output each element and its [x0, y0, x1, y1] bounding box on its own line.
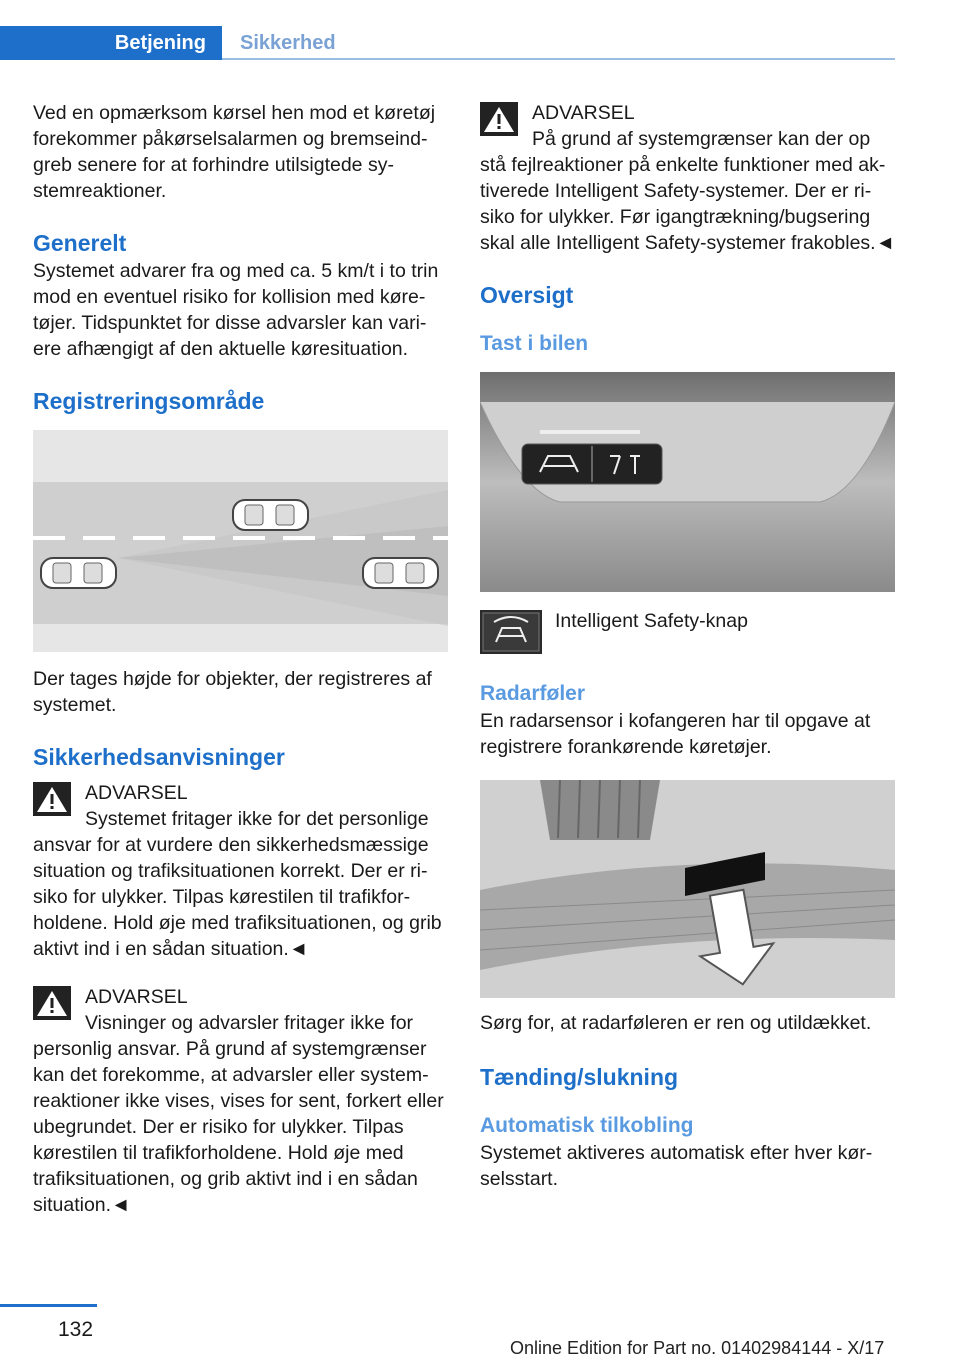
intro-paragraph: Ved en opmærksom kørsel hen mod et køretøj forekommer påkørselsalarmen og bremseindgreb senere for at forhindre utilsigtede systemreaktioner. [33, 102, 436, 202]
car-own-icon [41, 558, 116, 588]
radar-sensor-illustration [480, 780, 895, 998]
button-photo-figure [480, 372, 895, 592]
heading-oversigt: Oversigt [480, 282, 574, 308]
warning-text: personlig ansvar. På grund af systemgrænser kan det forekomme, at advarsler eller systemreaktioner ikke vises, vises for sent, forkert eller ubegrundet. Der er risiko for ulykker. Tilpas kørestilen til trafikforholdene. Hold øje med trafiksituationen, og grib aktivt ind i en sådan situation.◄ [33, 1038, 444, 1216]
left-column [33, 100, 448, 1218]
heading-automatisk-tilkobling: Automatisk tilkobling [480, 1114, 694, 1137]
button-panel-illustration [480, 372, 895, 592]
intelligent-safety-icon [480, 610, 542, 654]
warning-triangle-icon [33, 986, 71, 1020]
warning-text-first-line: På grund af systemgrænser kan der op [532, 128, 871, 150]
warning-block-2 [33, 984, 448, 1218]
edition-note: Online Edition for Part no. 01402984144 - X/17 [510, 1338, 885, 1358]
heading-taending-slukning: Tænding/slukning [480, 1064, 679, 1090]
chapter-tabs [0, 0, 895, 62]
warning-block-1 [33, 780, 448, 962]
radar-paragraph: En radarsensor i kofangeren har til opgave at registrere forankørende køretøjer. [480, 710, 871, 758]
warning-text-first-line: Visninger og advarsler fritager ikke for [85, 1012, 414, 1034]
page-number: 132 [58, 1318, 94, 1341]
button-legend [480, 608, 895, 654]
warning-triangle-icon [480, 102, 518, 136]
tab-sikkerhed[interactable]: Sikkerhed [240, 32, 336, 54]
heading-generelt: Generelt [33, 230, 127, 256]
auto-paragraph: Systemet aktiveres automatisk efter hver kørselsstart. [480, 1142, 873, 1190]
radar-photo-figure [480, 780, 895, 998]
warning-title: ADVARSEL [85, 782, 188, 804]
warning-block-3 [480, 100, 895, 256]
warning-triangle-icon [33, 782, 71, 816]
button-label: Intelligent Safety-knap [555, 610, 748, 632]
right-column [480, 100, 895, 1192]
tab-betjening[interactable]: Betjening [0, 26, 222, 60]
warning-title: ADVARSEL [85, 986, 188, 1008]
detection-area-figure [33, 430, 448, 652]
heading-registreringsomrade: Registreringsområde [33, 388, 265, 414]
figure-caption: Der tages højde for objekter, der registreres af systemet. [33, 668, 432, 716]
warning-text: stå fejlreaktioner på enkelte funktioner med aktiverede Intelligent Safety-systemer. Der er risiko for ulykker. Før igangtrækning/bugsering skal alle Intelligent Safety-systemer frakobles.◄ [480, 154, 895, 254]
detection-area-illustration [33, 430, 448, 652]
footer-accent-line [0, 1304, 97, 1307]
warning-text-first-line: Systemet fritager ikke for det personlige [85, 808, 429, 830]
warning-text: ansvar for at vurdere den sikkerhedsmæssige situation og trafiksituationen korrekt. Der er risiko for ulykker. Tilpas kørestilen til trafikforholdene. Hold øje med trafiksituationen, og grib aktivt ind i en sådan situation.◄ [33, 834, 442, 960]
heading-tast-i-bilen: Tast i bilen [480, 332, 589, 355]
warning-title: ADVARSEL [532, 102, 635, 124]
car-ahead-icon [363, 558, 438, 588]
heading-sikkerhedsanvisninger: Sikkerhedsanvisninger [33, 744, 285, 770]
radar-caption: Sørg for, at radarføleren er ren og utildækket. [480, 1012, 872, 1034]
car-front-icon [233, 500, 308, 530]
heading-radarfoler: Radarføler [480, 682, 586, 705]
generelt-paragraph: Systemet advarer fra og med ca. 5 km/t i to trin mod en eventuel risiko for kollision med køretøjer. Tidspunktet for disse advarsler kan variere afhængigt af den aktuelle køresituation. [33, 260, 439, 360]
tab-divider [222, 58, 895, 60]
